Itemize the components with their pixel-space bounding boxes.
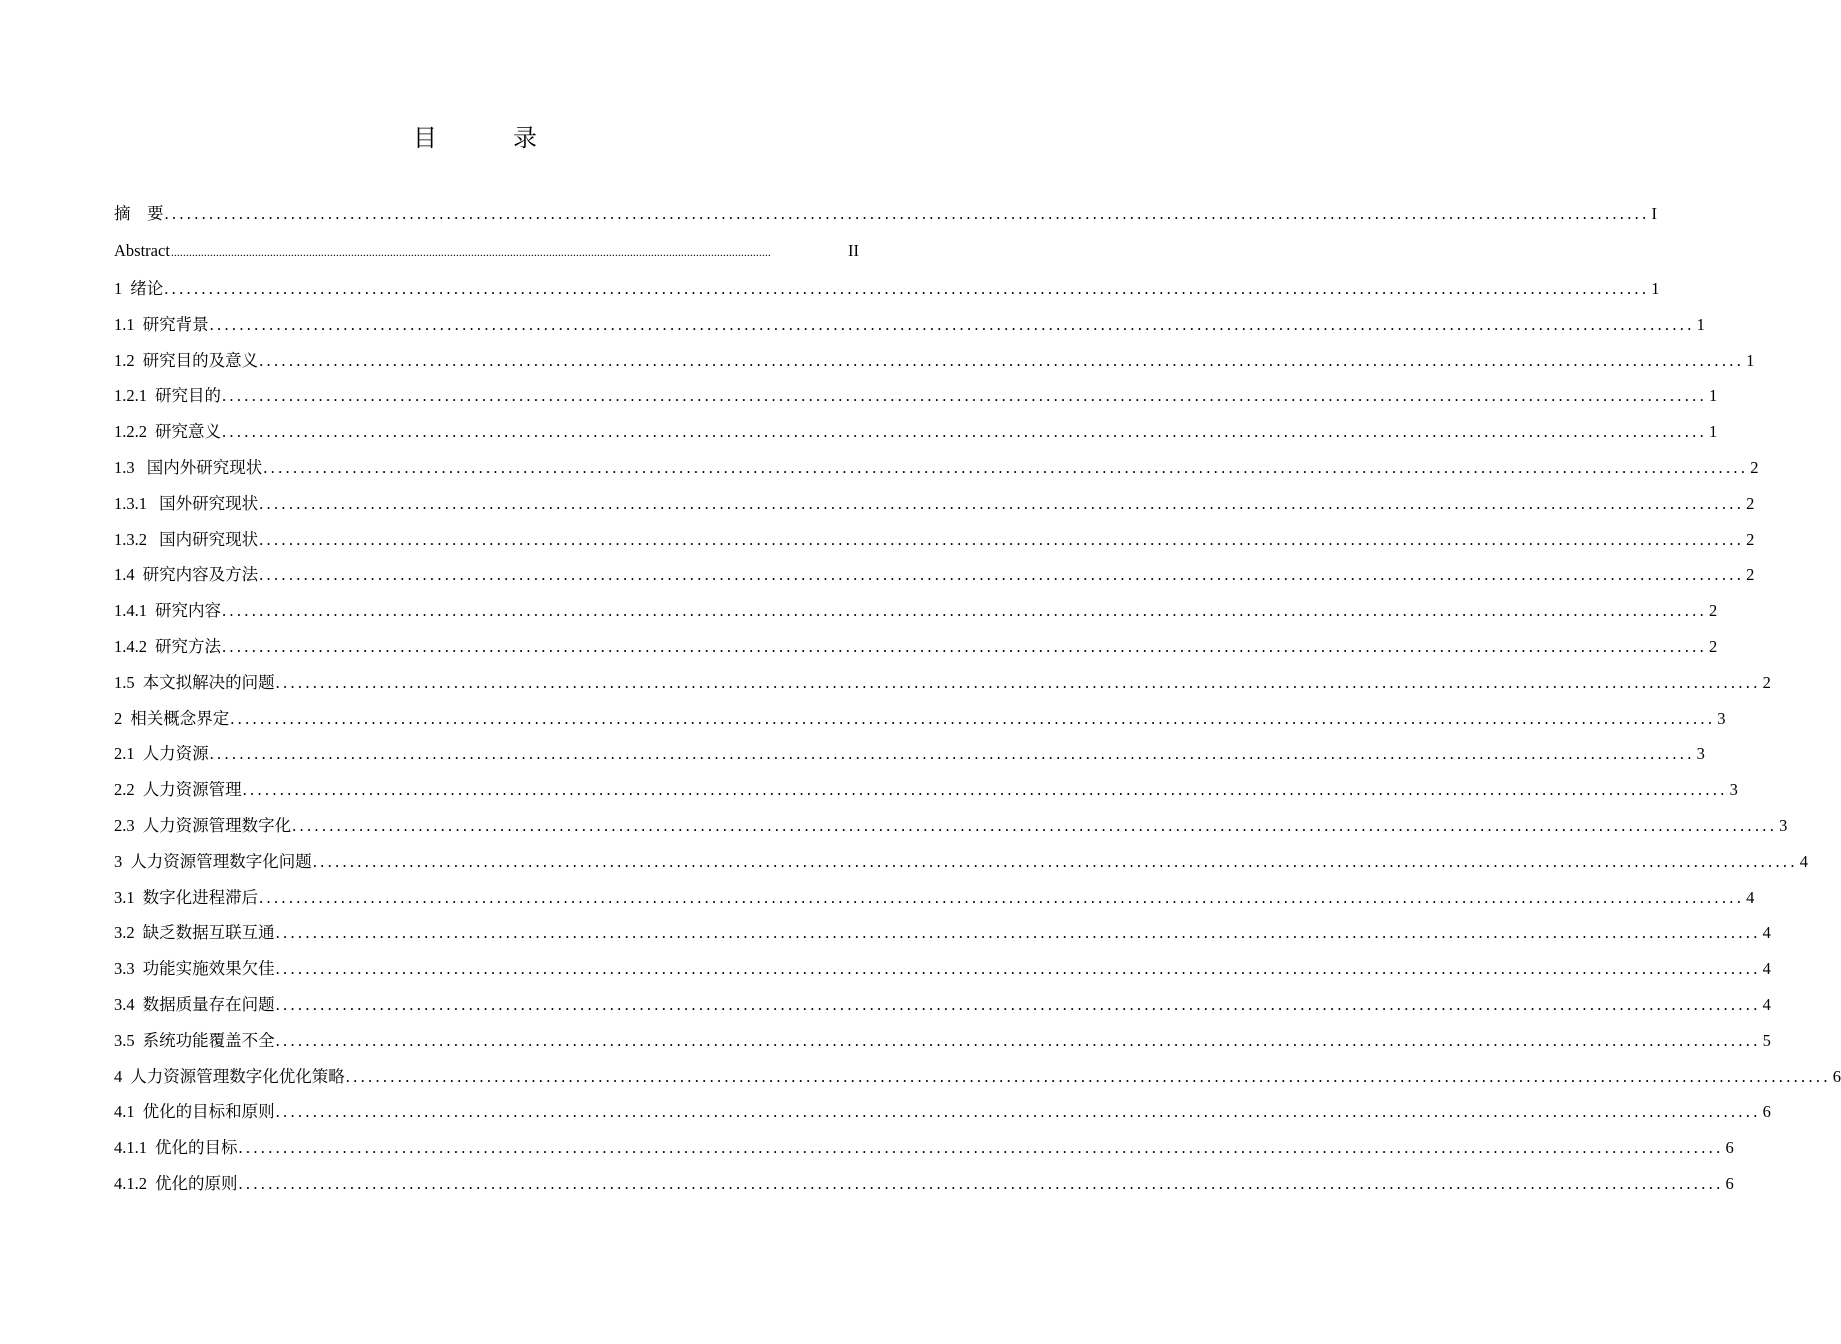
toc-entry-label [114,665,275,701]
toc-entry[interactable] [114,343,1755,379]
toc-entry-number: 3.3 [114,959,135,979]
toc-leader-dots: ........................................................................................................................................................................................................ [263,457,1749,477]
toc-entry-label [114,951,275,987]
toc-leader-dots: ........................................................................................................................................................................................................ [230,708,1716,728]
toc-entry[interactable] [114,987,1771,1023]
toc-entry-page: II [848,241,859,260]
toc-entry-label [114,772,242,808]
toc-leader-dots: ........................................................................................................................................................................................................ [312,851,1798,871]
toc-entry-page: 6 [1762,1102,1771,1122]
toc-leader-dots: ........................................................................................................................................................................................................ [259,529,1745,549]
toc-entry-label [114,1059,345,1095]
toc-entry-number: 2.2 [114,780,135,800]
toc-entry-page: 1 [1709,386,1718,406]
toc-entry-text: 本文拟解决的问题 [142,672,275,692]
toc-entry-label [114,557,258,593]
toc-entry-number: 1.3.2 [114,529,147,549]
toc-leader-dots: ........................................................................................................................................................................................................ [275,994,1761,1014]
toc-leader-dots: ........................................................................................................................................................................................................ [275,1102,1761,1122]
toc-entry-label [114,522,258,558]
toc-entry-label [114,593,221,629]
toc-entry-text: 研究内容及方法 [142,565,259,585]
toc-leader-dots: ........................................................................................................................................................................................................ [259,565,1745,585]
toc-leader-dots: ........................................................................................................................................................................................................ [242,780,1728,800]
toc-entry-number: 3.4 [114,994,135,1014]
toc-entry-number: 1.3 [114,457,135,477]
toc-leader-dots: ........................................................................................................................................................................................................ [345,1066,1831,1086]
toc-leader-dots: ........................................................................................................................................................................................................ [222,601,1707,621]
toc-entry-text: 数据质量存在问题 [142,994,275,1014]
toc-entry-text: 研究目的 [155,386,221,406]
toc-entry-page: 6 [1725,1173,1734,1193]
toc-leader-dots: ........................................................................................................................................................................................................ [170,245,771,259]
toc-entry-label [114,808,291,844]
toc-entry-page: 4 [1799,851,1808,871]
toc-entry-page: 2 [1750,457,1759,477]
toc-entry-label [114,880,258,916]
toc-leader-dots: ........................................................................................................................................................................................................ [222,636,1707,656]
toc-entry-page: 4 [1762,994,1771,1014]
toc-entry[interactable] [114,844,1808,880]
toc-leader-dots: ........................................................................................................................................................................................................ [275,923,1761,943]
toc-entry[interactable] [114,1166,1734,1202]
toc-entry-number: 3.1 [114,887,135,907]
toc-entry-label [114,844,312,880]
toc-entry[interactable] [114,951,1771,987]
toc-entry-label [114,414,221,450]
toc-entry-number: 3 [114,851,123,871]
toc-leader-dots: ........................................................................................................................................................................................................ [292,815,1778,835]
toc-entry-number: 2.1 [114,744,135,764]
toc-entry-label [114,343,258,379]
toc-entry-text: 功能实施效果欠佳 [142,959,275,979]
toc-entry[interactable] [114,701,1726,737]
toc-entry[interactable] [114,557,1755,593]
toc-entry-label [114,987,275,1023]
toc-entry-page: 2 [1762,672,1771,692]
toc-entry-number: 2.3 [114,815,135,835]
toc-entry-text: 优化的目标 [155,1138,238,1158]
toc-entry-text: 相关概念界定 [130,708,230,728]
toc-entry-label [114,271,163,307]
toc-entry-number: 1.1 [114,314,135,334]
toc-entry-number: 4.1.1 [114,1138,147,1158]
toc-entry[interactable] [114,1094,1771,1130]
toc-entry-number: 3.2 [114,923,135,943]
toc-entry[interactable] [114,1130,1734,1166]
toc-entry[interactable] [114,808,1788,844]
toc-entry-number: 1.2 [114,350,135,370]
toc-entry-page: 4 [1746,887,1755,907]
toc-entry-text: 人力资源管理 [142,780,242,800]
toc-entry-label [114,486,258,522]
toc-entry[interactable] [114,880,1755,916]
toc-entry-text: 人力资源管理数字化 [142,815,292,835]
toc-entry-page: 4 [1762,923,1771,943]
toc-list [114,196,1841,1202]
toc-entry-number: 2 [114,708,123,728]
toc-entry-text: 优化的原则 [155,1173,238,1193]
toc-entry[interactable] [114,736,1705,772]
toc-entry-page: 2 [1709,601,1718,621]
toc-entry-label [114,915,275,951]
toc-entry-page: 6 [1725,1138,1734,1158]
toc-entry-text: 国内研究现状 [155,529,259,549]
toc-entry-text: 优化的目标和原则 [142,1102,275,1122]
toc-leader-dots: ........................................................................................................................................................................................................ [275,1030,1761,1050]
toc-entry-text: 研究目的及意义 [142,350,259,370]
toc-entry-number: 1.4.2 [114,636,147,656]
toc-entry-text: 摘 要 [114,204,164,223]
toc-entry-text: 研究方法 [155,636,221,656]
toc-entry-text: Abstract [114,241,170,260]
toc-entry-label [114,196,164,232]
toc-entry[interactable] [114,233,859,271]
toc-entry-page: 4 [1762,959,1771,979]
toc-entry[interactable] [114,271,1660,307]
toc-entry-text: 数字化进程滞后 [142,887,259,907]
toc-entry-text: 人力资源管理数字化问题 [130,851,312,871]
toc-leader-dots: ........................................................................................................................................................................................................ [275,672,1761,692]
toc-entry-number: 4.1 [114,1102,135,1122]
toc-entry-page: 2 [1709,636,1718,656]
toc-entry-page: 2 [1746,529,1755,549]
toc-entry-text: 人力资源 [142,744,209,764]
toc-title: 目 录 [413,124,563,152]
toc-entry-page: 2 [1746,565,1755,585]
toc-entry[interactable] [114,665,1771,701]
toc-entry-number: 1.2.1 [114,386,147,406]
toc-entry-page: 5 [1762,1030,1771,1050]
toc-entry[interactable] [114,629,1718,665]
toc-entry-text: 研究内容 [155,601,221,621]
toc-entry[interactable] [114,1023,1771,1059]
toc-entry-page: 3 [1696,744,1705,764]
toc-entry[interactable] [114,414,1718,450]
toc-leader-dots: ........................................................................................................................................................................................................ [209,314,1695,334]
toc-entry[interactable] [114,1059,1841,1095]
toc-entry-label [114,1023,275,1059]
toc-entry-text: 研究背景 [142,314,209,334]
toc-entry-label [114,701,229,737]
toc-entry-page: 1 [1709,422,1718,442]
toc-entry[interactable] [114,522,1755,558]
toc-entry[interactable] [114,772,1738,808]
toc-leader-dots: ........................................................................................................................................................................................................ [238,1173,1724,1193]
toc-entry[interactable] [114,450,1759,486]
toc-entry-page: 3 [1717,708,1726,728]
toc-leader-dots: ........................................................................................................................................................................................................ [275,959,1761,979]
toc-entry-number: 1.2.2 [114,422,147,442]
toc-entry-text: 国外研究现状 [155,493,259,513]
toc-leader-dots: ........................................................................................................................................................................................................ [164,204,1650,223]
toc-leader-dots: ........................................................................................................................................................................................................ [164,279,1650,298]
toc-leader-dots: ........................................................................................................................................................................................................ [259,887,1745,907]
toc-entry[interactable] [114,915,1771,951]
toc-entry-text: 人力资源管理数字化优化策略 [130,1066,345,1086]
toc-entry-text: 国内外研究现状 [142,457,263,477]
toc-entry-page: 1 [1651,279,1660,298]
toc-entry-label [114,233,170,269]
toc-entry[interactable] [114,593,1718,629]
toc-entry-page: 1 [1746,350,1755,370]
toc-entry-label [114,1094,275,1130]
toc-entry-number: 1.3.1 [114,493,147,513]
toc-entry-text: 系统功能覆盖不全 [142,1030,275,1050]
toc-entry-number: 1 [114,279,123,298]
toc-entry-label [114,736,209,772]
toc-leader-dots: ........................................................................................................................................................................................................ [222,386,1707,406]
toc-entry-text: 缺乏数据互联互通 [142,923,275,943]
toc-entry-label [114,1130,238,1166]
toc-entry[interactable] [114,486,1755,522]
toc-entry-page: I [1651,204,1657,223]
toc-entry-page: 1 [1696,314,1705,334]
toc-entry-page: 3 [1779,815,1788,835]
toc-entry[interactable] [114,378,1718,414]
toc-leader-dots: ........................................................................................................................................................................................................ [209,744,1695,764]
toc-entry-page: 6 [1832,1066,1841,1086]
toc-entry-text: 研究意义 [155,422,221,442]
toc-entry-text: 绪论 [130,279,164,298]
toc-entry-page: 2 [1746,493,1755,513]
toc-entry[interactable] [114,307,1705,343]
toc-entry-number: 4.1.2 [114,1173,147,1193]
toc-entry-label [114,378,221,414]
toc-entry[interactable] [114,196,1657,233]
toc-entry-label [114,629,221,665]
toc-leader-dots: ........................................................................................................................................................................................................ [259,493,1745,513]
toc-leader-dots: ........................................................................................................................................................................................................ [222,422,1707,442]
toc-entry-number: 3.5 [114,1030,135,1050]
toc-entry-label [114,450,262,486]
toc-entry-number: 4 [114,1066,123,1086]
toc-entry-number: 1.5 [114,672,135,692]
toc-entry-number: 1.4.1 [114,601,147,621]
toc-entry-page: 3 [1729,780,1738,800]
toc-entry-label [114,1166,238,1202]
toc-entry-number: 1.4 [114,565,135,585]
toc-leader-dots: ........................................................................................................................................................................................................ [259,350,1745,370]
toc-entry-label [114,307,209,343]
toc-leader-dots: ........................................................................................................................................................................................................ [238,1138,1724,1158]
